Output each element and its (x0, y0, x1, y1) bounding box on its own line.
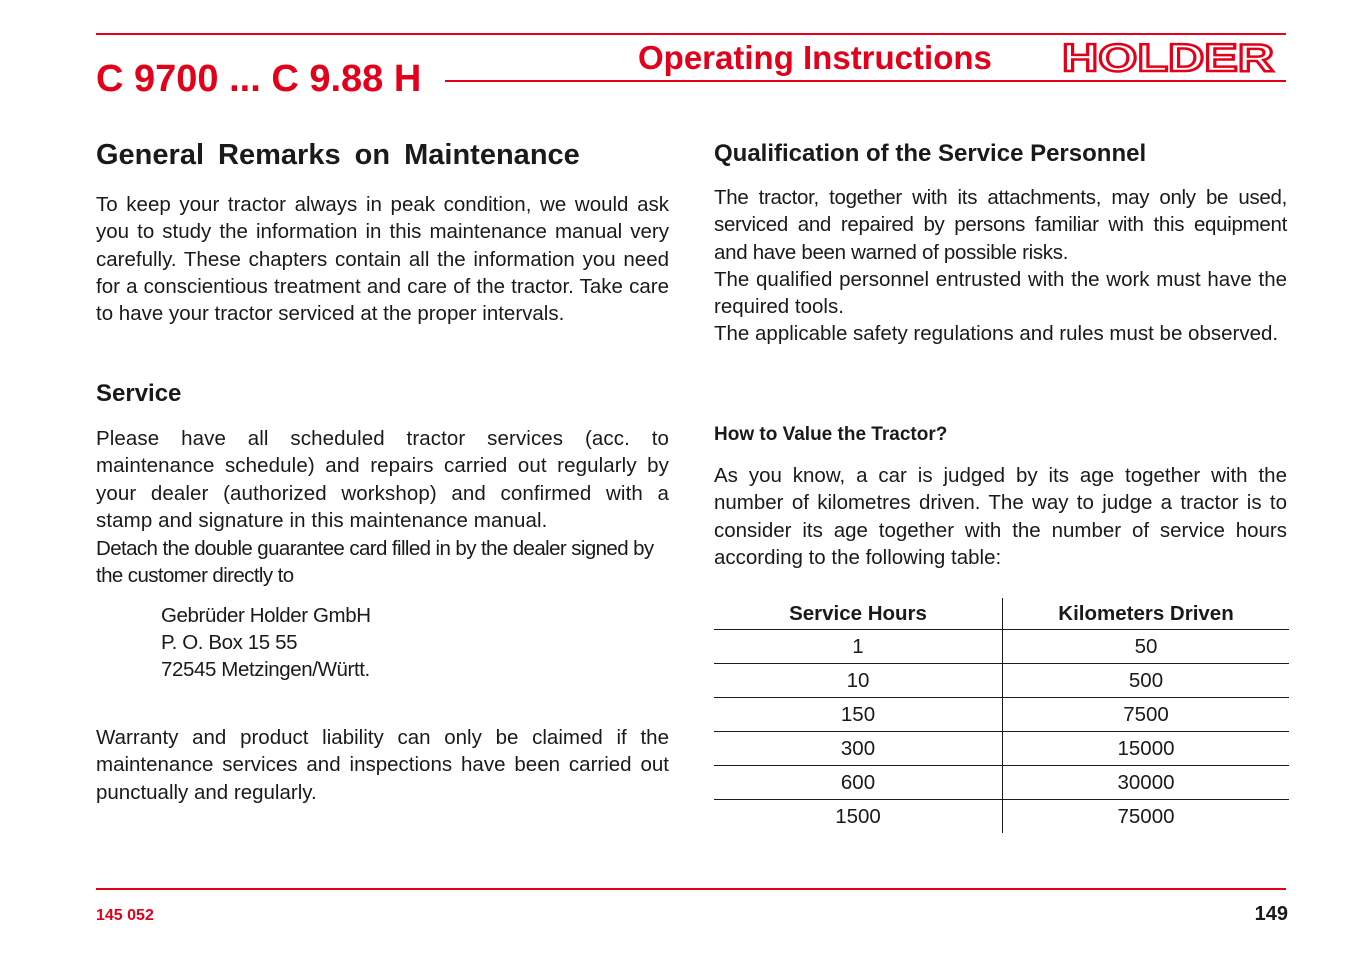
cell-service-hours: 600 (714, 766, 1003, 800)
table-header-row (714, 598, 1289, 630)
address-block (161, 602, 371, 683)
cell-service-hours: 1500 (714, 800, 1003, 834)
cell-kilometers: 7500 (1003, 698, 1290, 732)
holder-logo (1060, 34, 1280, 83)
cell-kilometers: 50 (1003, 630, 1290, 664)
service-text: Please have all scheduled tractor services (acc. to maintenance schedule) and repairs carried out regularly by your dealer (authorized workshop) and confirmed with a stamp and signature in this maintenance manual. (96, 427, 669, 532)
header-title-rule (445, 80, 1286, 82)
table-row (714, 732, 1289, 766)
address-company: Gebrüder Holder GmbH (161, 604, 371, 627)
table-row (714, 800, 1289, 834)
model-range-title: C 9700 ... C 9.88 H (96, 58, 422, 100)
address-po-box: P. O. Box 15 55 (161, 631, 298, 654)
col-header-service-hours: Service Hours (714, 598, 1003, 630)
general-remarks-text: To keep your tractor always in peak condition, we would ask you to study the information in this maintenance manual very carefully. These chapters contain all the information you need for a conscientious treatment and care of the tractor. Take care to have your tractor serviced at the proper intervals. (96, 193, 669, 326)
qualification-text-2: The qualified personnel entrusted with the work must have the required tools. (714, 267, 1287, 319)
cell-kilometers: 75000 (1117, 804, 1175, 828)
heading-service: Service (96, 380, 182, 407)
table-row (714, 630, 1289, 664)
footer-rule (96, 888, 1286, 890)
cell-kilometers: 500 (1003, 664, 1290, 698)
page-number: 149 (1254, 903, 1288, 925)
heading-general-remarks: General Remarks on Maintenance (96, 139, 580, 171)
qualification-text-1: The tractor, together with its attachments, may only be used, serviced and repaired by persons familiar with this equipment and have been warned of possible risks. (714, 186, 1287, 264)
qualification-text-3: The applicable safety regulations and rules must be observed. (714, 322, 1279, 346)
value-text: As you know, a car is judged by its age together with the number of kilometres driven. The way to judge a tractor is to consider its age together with the number of service hours according to the following table: (714, 464, 1287, 569)
qualification-text (714, 184, 1287, 348)
col-header-kilometers: Kilometers Driven (1003, 598, 1290, 630)
warranty-text: Warranty and product liability can only be claimed if the maintenance services and inspections have been carried out punctually and regularly. (96, 726, 669, 804)
table-row (714, 664, 1289, 698)
cell-service-hours: 300 (714, 732, 1003, 766)
service-hours-table (714, 598, 1289, 833)
doc-title: Operating Instructions (638, 39, 992, 76)
cell-service-hours: 150 (714, 698, 1003, 732)
address-city: 72545 Metzingen/Württ. (161, 658, 370, 681)
cell-service-hours: 10 (714, 664, 1003, 698)
cell-kilometers: 15000 (1003, 732, 1290, 766)
table-row (714, 698, 1289, 732)
cell-service-hours: 1 (714, 630, 1003, 664)
table-row (714, 766, 1289, 800)
document-number: 145 052 (96, 907, 154, 924)
cell-kilometers: 30000 (1003, 766, 1290, 800)
heading-how-to-value: How to Value the Tractor? (714, 424, 948, 445)
heading-qualification: Qualification of the Service Personnel (714, 140, 1147, 167)
guarantee-card-text: Detach the double guarantee card filled in by the dealer signed by the customer directly to (96, 537, 654, 588)
svg-text:HOLDER: HOLDER (1062, 37, 1274, 78)
